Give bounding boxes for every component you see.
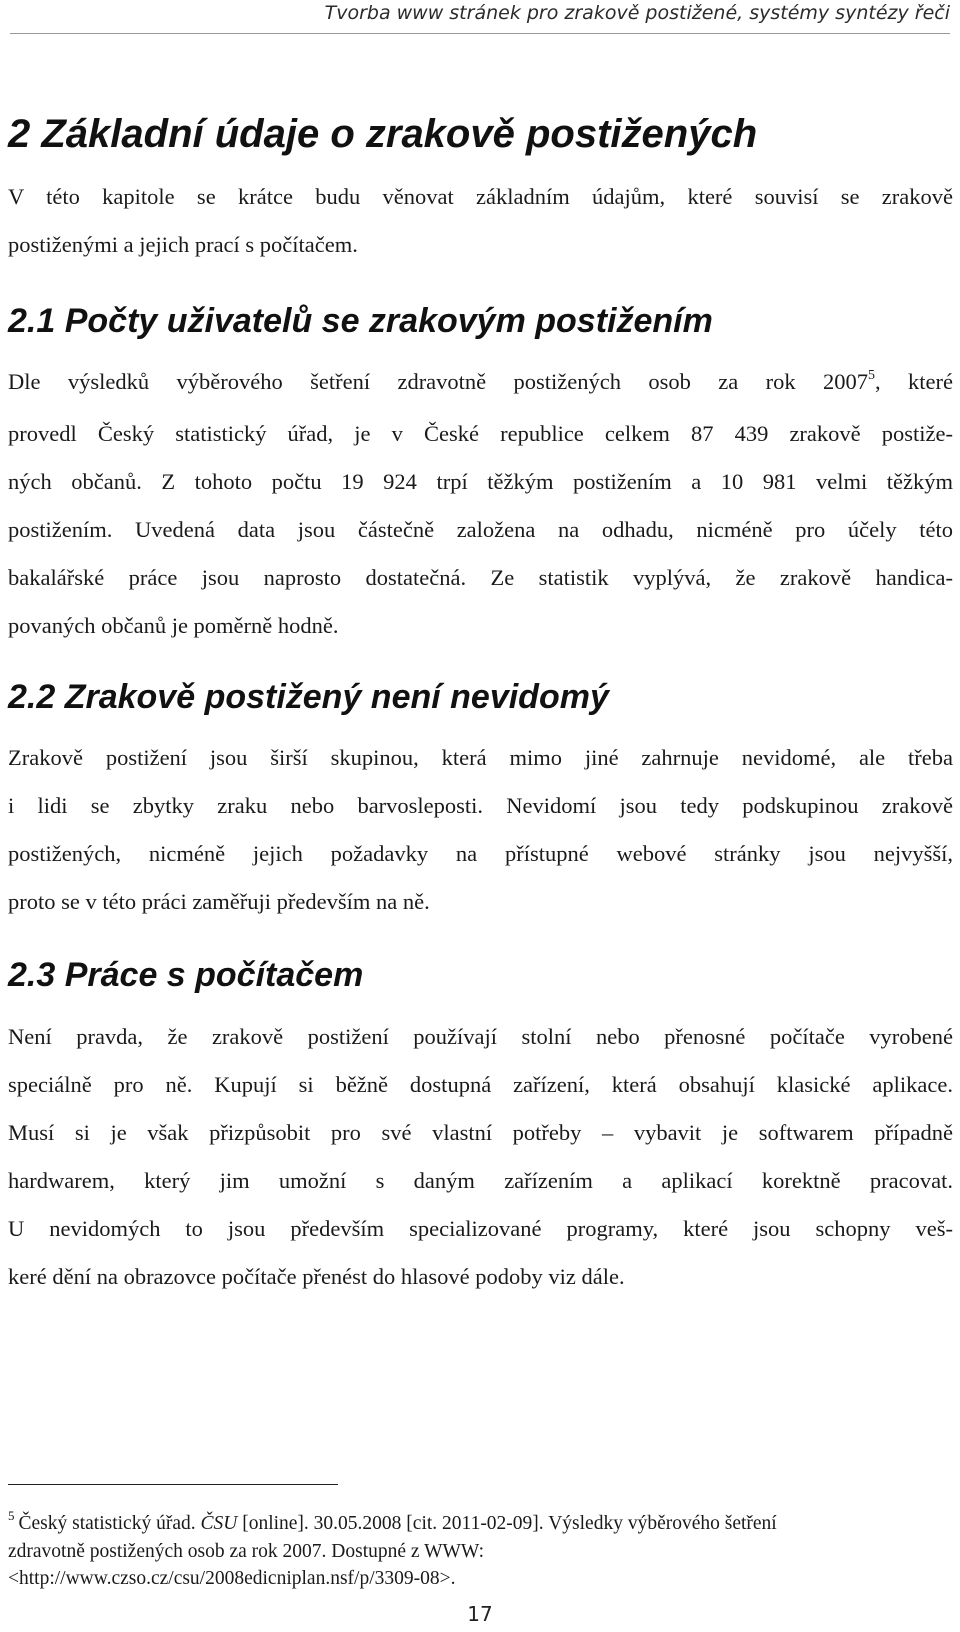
footnote-separator [8, 1484, 338, 1485]
paragraph-line: povaných občanů je poměrně hodně. [8, 613, 339, 638]
paragraph-line: Zrakově postižení jsou širší skupinou, která mimo jiné zahrnuje nevidomé, ale třeba [8, 745, 953, 770]
footnote-source-abbrev: ČSU [200, 1513, 238, 1534]
section-2-3-paragraph [8, 1013, 953, 1301]
paragraph-line: speciálně pro ně. Kupují si běžně dostupná zařízení, která obsahují klasické aplikace. [8, 1072, 953, 1097]
paragraph-line: provedl Český statistický úřad, je v České republice celkem 87 439 zrakově postiže- [8, 421, 953, 446]
running-header: Tvorba www stránek pro zrakově postižené, systémy syntézy řeči [10, 0, 950, 34]
paragraph-line: postižených, nicméně jejich požadavky na přístupné webové stránky jsou nejvyšší, [8, 841, 953, 866]
paragraph-line: bakalářské práce jsou naprosto dostatečná. Ze statistik vyplývá, že zrakově handica- [8, 565, 953, 590]
chapter-heading: 2 Základní údaje o zrakově postižených [8, 112, 758, 156]
footnote [8, 1510, 953, 1592]
section-heading-2-2: 2.2 Zrakově postižený není nevidomý [8, 678, 609, 716]
paragraph-line: Není pravda, že zrakově postižení používají stolní nebo přenosné počítače vyrobené [8, 1024, 953, 1049]
paragraph-line: postiženými a jejich prací s počítačem. [8, 232, 358, 257]
footnote-url[interactable]: <http://www.czso.cz/csu/2008edicniplan.nsf/p/3309-08>. [8, 1568, 456, 1589]
footnote-number: 5 [8, 1508, 15, 1523]
section-heading-2-3: 2.3 Práce s počítačem [8, 956, 364, 994]
paragraph-line: ných občanů. Z tohoto počtu 19 924 trpí těžkým postižením a 10 981 velmi těžkým [8, 469, 953, 494]
footnote-text: Český statistický úřad. [18, 1513, 201, 1534]
section-2-2-paragraph [8, 734, 953, 926]
section-heading-2-1: 2.1 Počty uživatelů se zrakovým postižením [8, 302, 713, 340]
paragraph-line: V této kapitole se krátce budu věnovat základním údajům, které souvisí se zrakově [8, 184, 953, 209]
paragraph-line [8, 358, 953, 410]
paragraph-line: proto se v této práci zaměřuji především na ně. [8, 889, 430, 914]
paragraph-line: keré dění na obrazovce počítače přenést do hlasové podoby viz dále. [8, 1264, 625, 1289]
footnote-text: [online]. 30.05.2008 [cit. 2011-02-09]. Výsledky výběrového šetření [237, 1513, 777, 1534]
line-text: Dle výsledků výběrového šetření zdravotně postižených osob za rok 2007 [8, 369, 869, 394]
footnote-line: zdravotně postižených osob za rok 2007. Dostupné z WWW: [8, 1541, 484, 1562]
paragraph-line: Musí si je však přizpůsobit pro své vlastní potřeby – vybavit je softwarem případně [8, 1120, 953, 1145]
page-number: 17 [467, 1602, 493, 1626]
paragraph-line: postižením. Uvedená data jsou částečně založena na odhadu, nicméně pro účely této [8, 517, 953, 542]
paragraph-line: hardwarem, který jim umožní s daným zařízením a aplikací korektně pracovat. [8, 1168, 953, 1193]
paragraph-line: i lidi se zbytky zraku nebo barvosleposti. Nevidomí jsou tedy podskupinou zrakově [8, 793, 953, 818]
line-text: , které [875, 369, 953, 394]
section-2-1-paragraph [8, 358, 953, 650]
chapter-intro-paragraph [8, 173, 953, 269]
footnote-reference[interactable]: 5 [868, 368, 876, 383]
paragraph-line: U nevidomých to jsou především specializované programy, které jsou schopny veš- [8, 1216, 953, 1241]
footnote-line [8, 1510, 953, 1538]
